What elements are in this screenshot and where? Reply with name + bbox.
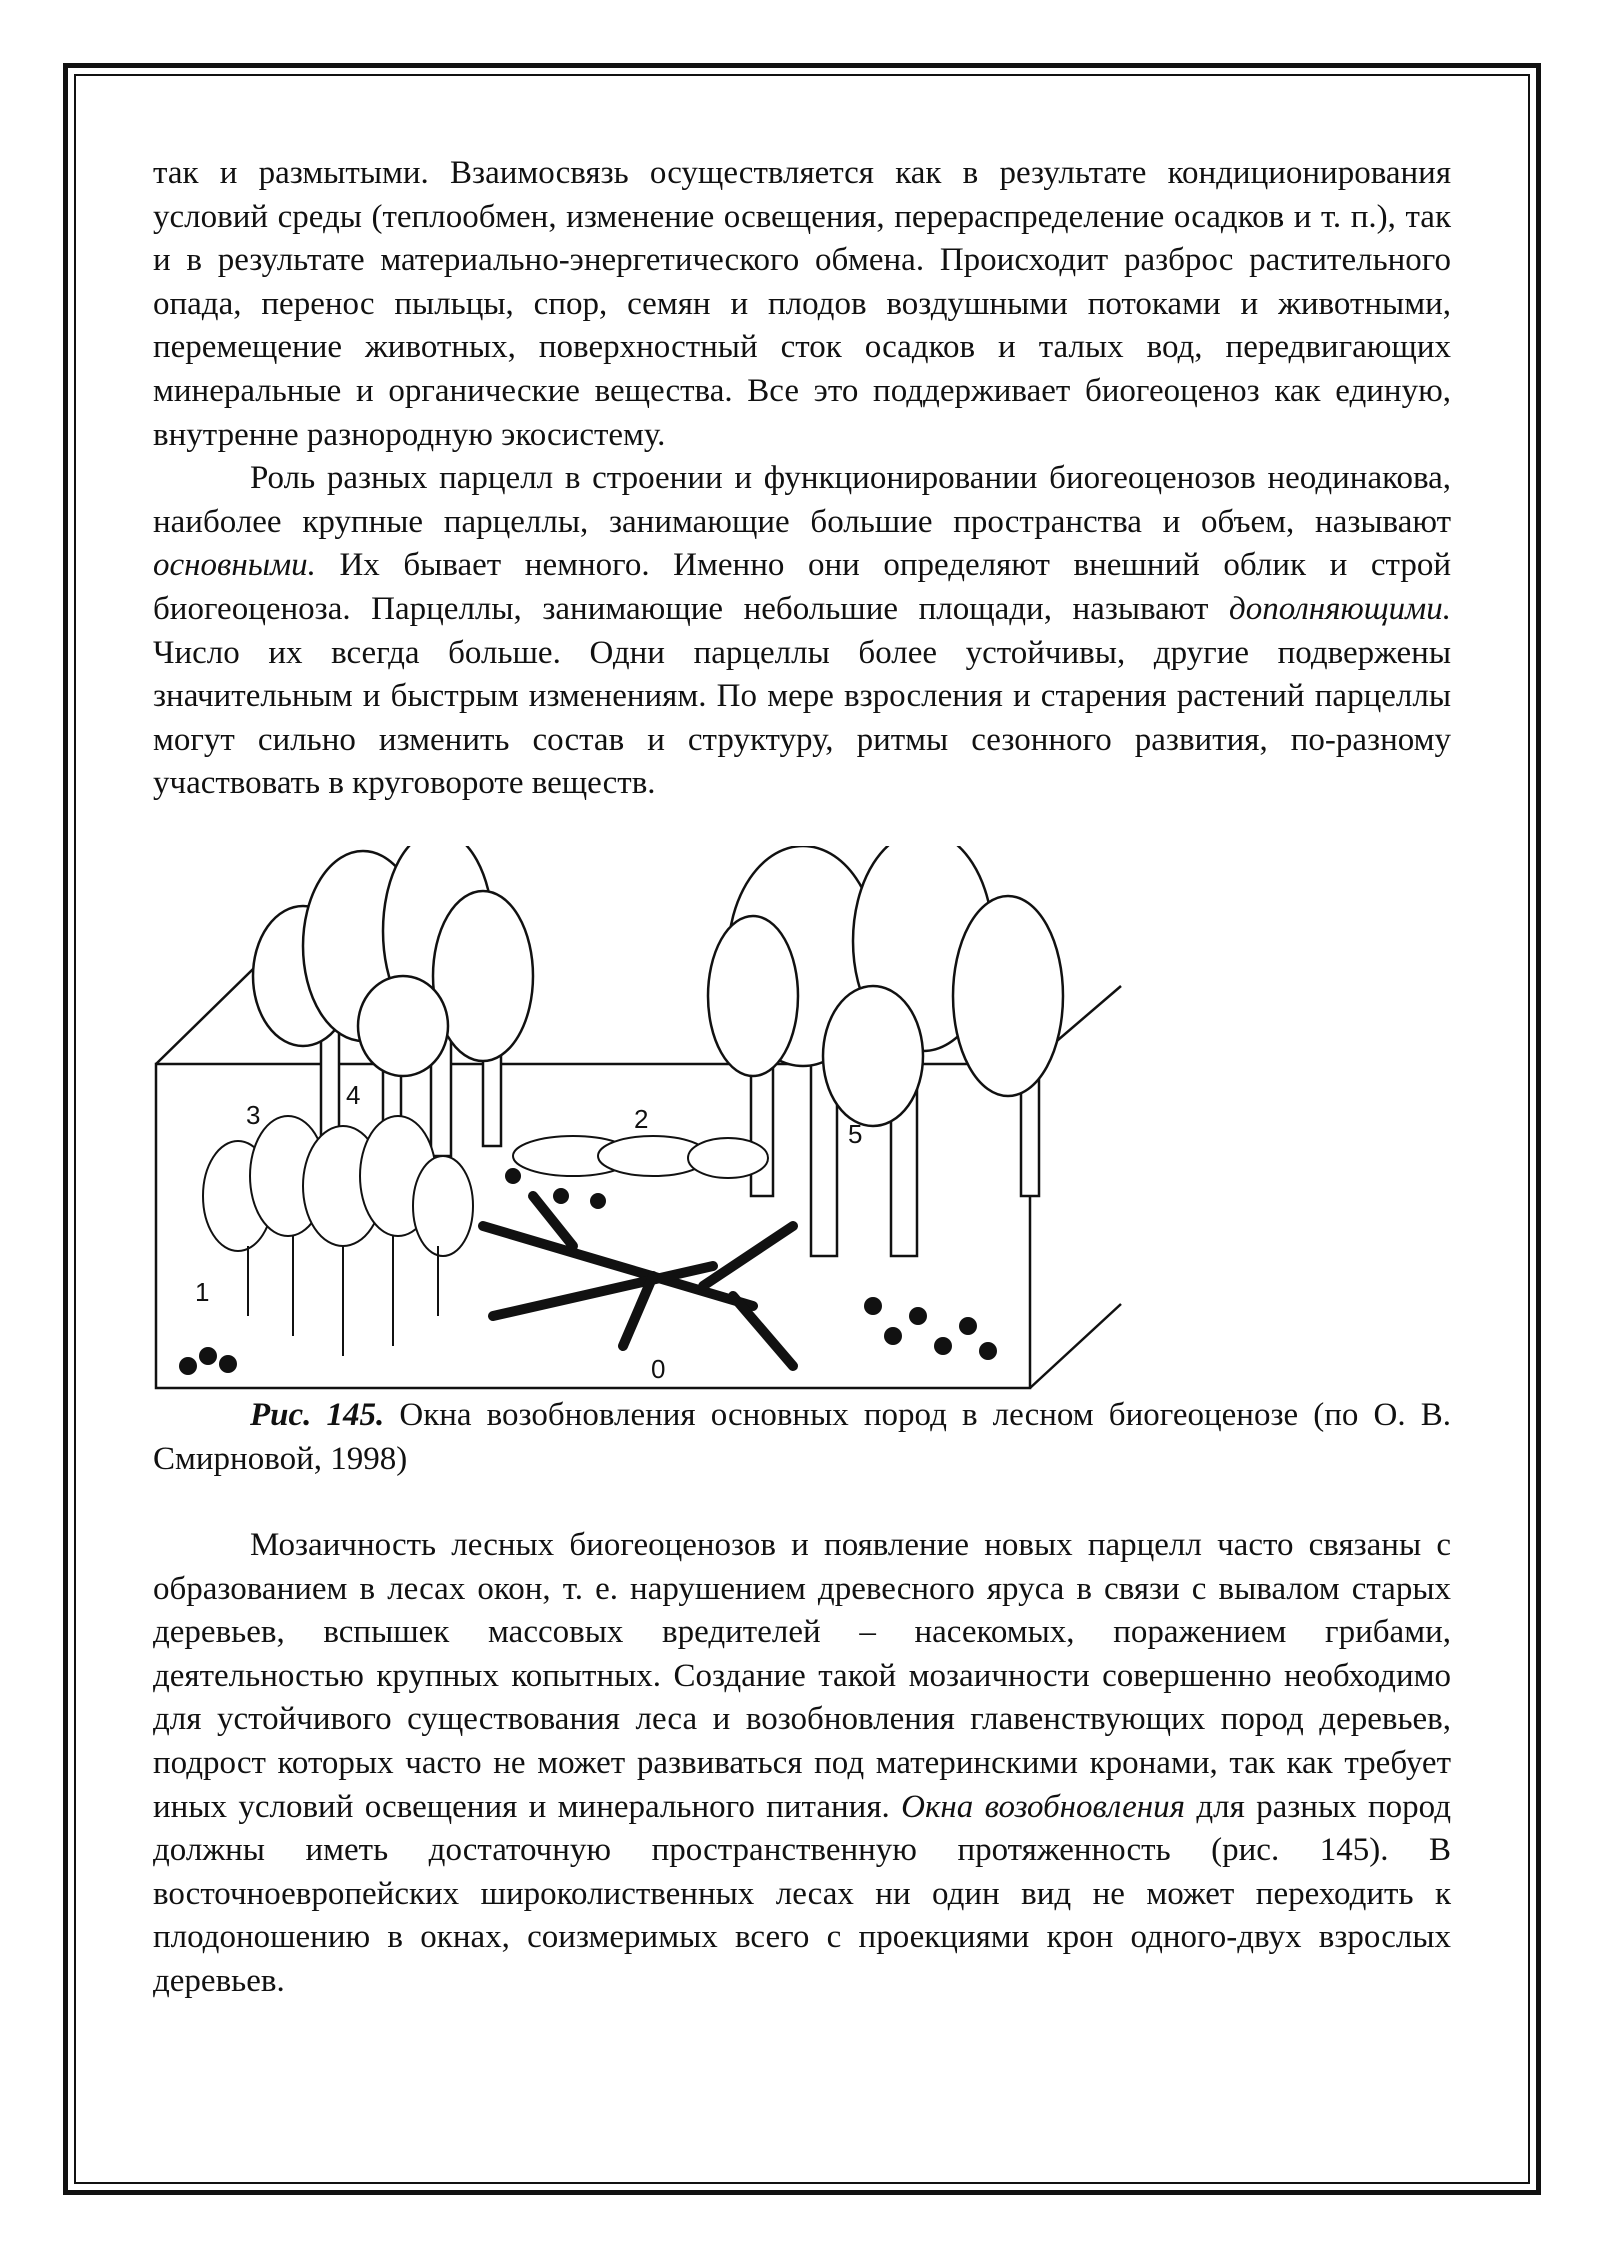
forest-illustration	[153, 846, 1451, 1394]
paragraph-2-part-b: Их бывает немного. Именно они определяют внешний облик и строй биогеоценоза. Парцеллы, занимающие небольшие площади, называют	[153, 547, 1451, 627]
paragraph-3-part-b: для разных пород должны иметь достаточную пространственную протяженность (рис. 145). В восточноевропейских широколиственных лесах ни один вид не может переходить к плодоношению в окнах, соизмеримых всего с проекциями крон одного-двух взрослых деревьев.	[153, 1788, 1451, 2000]
paragraph-3	[153, 1524, 1451, 2004]
term-okna-vozobnovleniya: Окна возобновления	[901, 1788, 1185, 1825]
young-trees-cluster	[203, 1116, 473, 1356]
figure-caption-text: Окна возобновления основных пород в лесном биогеоценозе (по О. В. Смирновой, 1998)	[153, 1396, 1451, 1477]
forest-figure	[153, 846, 1451, 1394]
fallen-tree	[483, 1196, 793, 1366]
paragraph-2-part-a: Роль разных парцелл в строении и функционировании биогеоценозов неодинакова, наиболее крупные парцеллы, занимающие большие пространства и объем, называют	[153, 460, 1451, 540]
box-edge-bottom	[1030, 1304, 1121, 1388]
page-content	[153, 152, 1451, 2004]
term-osnovnymi: основными.	[153, 547, 316, 584]
figure-label-3: 3	[246, 1099, 261, 1130]
paragraph-1: так и размытыми. Взаимосвязь осуществляется как в результате кондиционирования условий среды (теплообмен, изменение освещения, перераспределение осадков и т. п.), так и в результате материально-энергетического обмена. Происходит разброс растительного опада, перенос пыльцы, спор, семян и плодов воздушными потоками и животными, перемещение животных, поверхностный сток осадков и талых вод, передвигающих минеральные и органические вещества. Все это поддерживает биогеоценоз как единую, внутренне разнородную экосистему.	[153, 155, 1451, 453]
tall-trees-left	[253, 846, 533, 1156]
figure-label-5: 5	[848, 1118, 863, 1149]
term-dopolnyayushchimi: дополняющими.	[1229, 590, 1451, 627]
paragraph-3-part-a: Мозаичность лесных биогеоценозов и появление новых парцелл часто связаны с образованием в лесах окон, т. е. нарушением древесного яруса в связи с вывалом старых деревьев, вспышек массовых вредителей – насекомых, поражением грибами, деятельностью крупных копытных. Создание такой мозаичности совершенно необходимо для устойчивого существования леса и возобновления главенствующих пород деревьев, подрост которых часто не может развиваться под материнскими кронами, так как требует иных условий освещения и минерального питания.	[153, 1527, 1451, 1825]
figure-label-1: 1	[195, 1276, 210, 1307]
figure-label-0: 0	[651, 1353, 666, 1384]
figure-caption	[153, 1394, 1451, 1481]
paragraph-2	[153, 457, 1451, 806]
tall-trees-right	[708, 846, 1063, 1256]
figure-label-4: 4	[346, 1079, 361, 1110]
paragraph-2-part-c: Число их всегда больше. Одни парцеллы более устойчивы, другие подвержены значительным и быстрым изменениям. По мере взросления и старения растений парцеллы могут сильно изменить состав и структуру, ритмы сезонного развития, по-разному участвовать в круговороте веществ.	[153, 634, 1451, 802]
figure-label-2: 2	[634, 1103, 649, 1134]
sapling-cluster	[513, 1136, 768, 1178]
spacer	[153, 1481, 1451, 1524]
figure-caption-label: Рис. 145.	[250, 1396, 385, 1433]
